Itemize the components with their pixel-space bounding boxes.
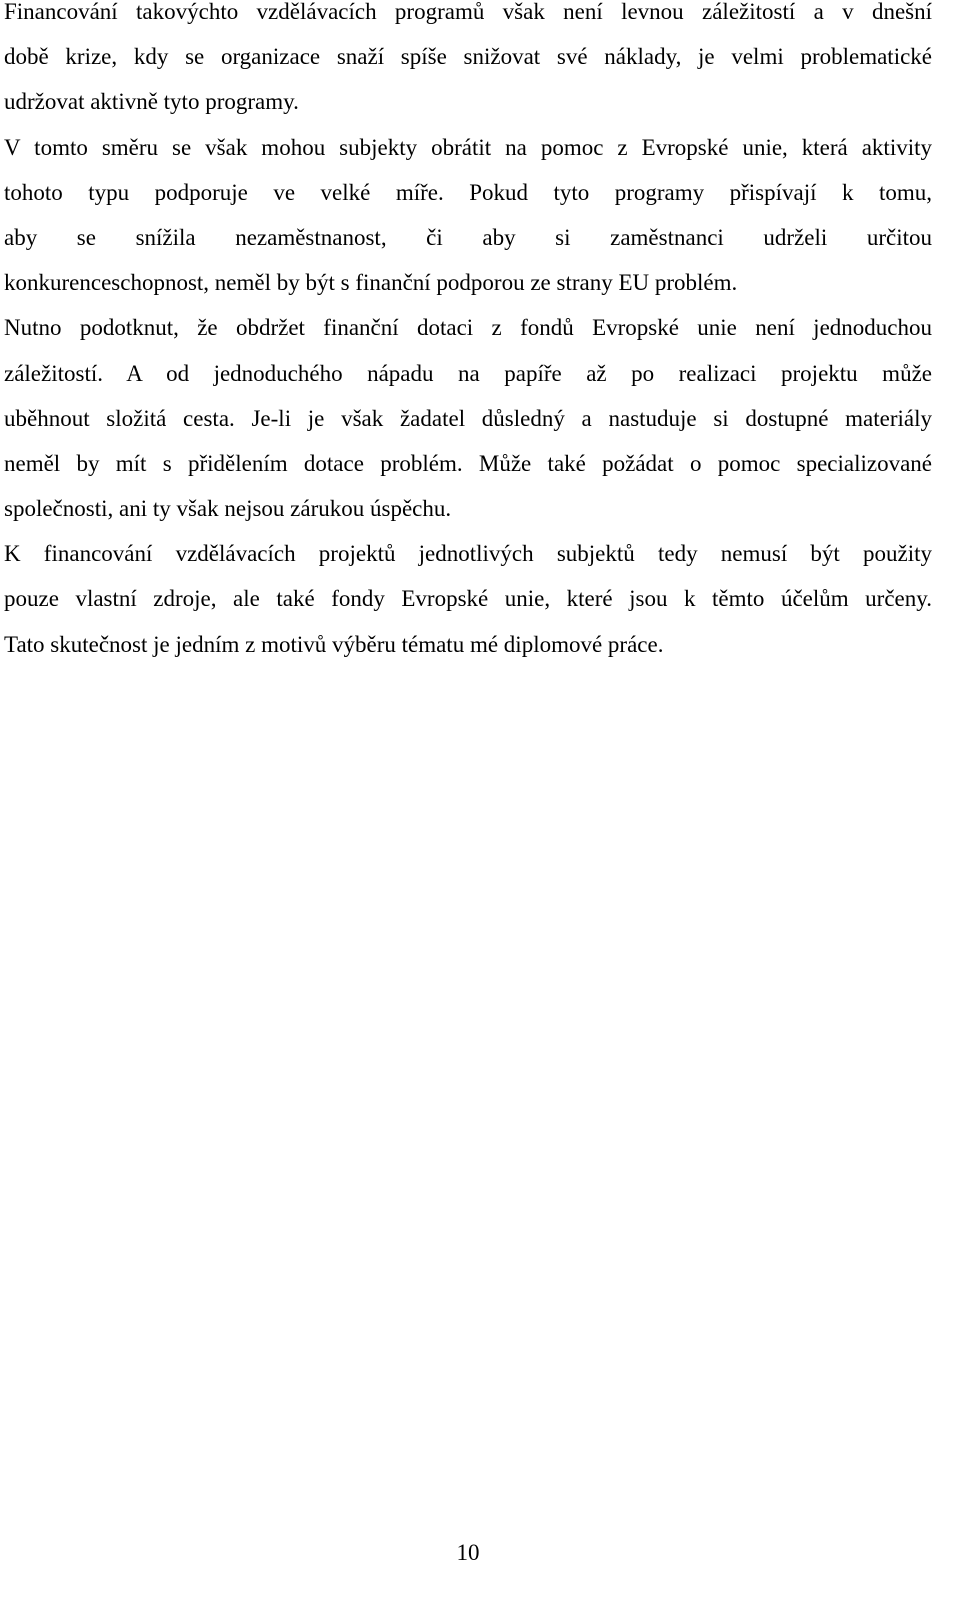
text-line: konkurenceschopnost, neměl by být s finanční podporou ze strany EU problém.: [4, 270, 738, 296]
text-line: záležitostí. A od jednoduchého nápadu na papíře až po realizaci projektu může: [4, 360, 932, 386]
paragraph: [4, 531, 932, 667]
page-number: 10: [456, 1540, 480, 1565]
body-text: [4, 0, 932, 667]
text-line: Nutno podotknut, že obdržet finanční dotaci z fondů Evropské unie není jednoduchou: [4, 315, 932, 341]
text-line: V tomto směru se však mohou subjekty obrátit na pomoc z Evropské unie, která aktivity: [4, 134, 932, 160]
text-line: Financování takovýchto vzdělávacích programů však není levnou záležitostí a v dnešní: [4, 0, 932, 24]
text-line: společnosti, ani ty však nejsou zárukou úspěchu.: [4, 496, 452, 522]
text-line: udržovat aktivně tyto programy.: [4, 89, 299, 115]
text-line: K financování vzdělávacích projektů jednotlivých subjektů tedy nemusí být použity: [4, 541, 932, 567]
text-line: aby se snížila nezaměstnanost, či aby si zaměstnanci udrželi určitou: [4, 224, 932, 250]
text-line: pouze vlastní zdroje, ale také fondy Evropské unie, které jsou k těmto účelům určeny.: [4, 586, 932, 612]
text-line: uběhnout složitá cesta. Je-li je však žadatel důsledný a nastuduje si dostupné materiály: [4, 405, 932, 431]
text-line: době krize, kdy se organizace snaží spíše snižovat své náklady, je velmi problematické: [4, 44, 932, 70]
paragraph: [4, 305, 932, 531]
text-line: neměl by mít s přidělením dotace problém. Může také požádat o pomoc specializované: [4, 450, 932, 476]
text-line: tohoto typu podporuje ve velké míře. Pokud tyto programy přispívají k tomu,: [4, 179, 932, 205]
text-line: Tato skutečnost je jedním z motivů výběru tématu mé diplomové práce.: [4, 631, 664, 657]
paragraph: [4, 125, 932, 306]
paragraph: [4, 0, 932, 125]
